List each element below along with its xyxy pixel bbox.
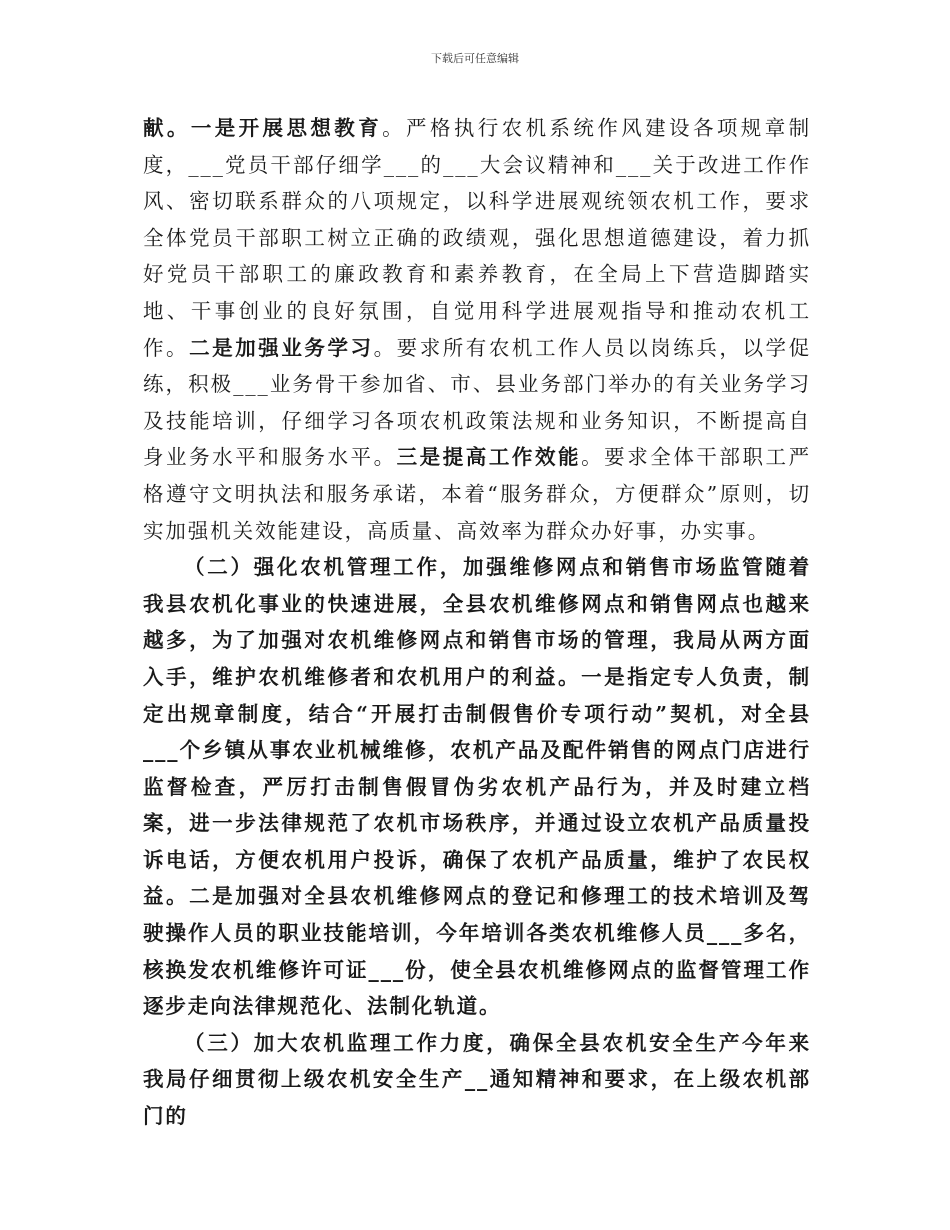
paragraph-section-3: （三）加大农机监理工作力度，确保全县农机安全生产今年来我局仔细贯彻上级农机安全生产__通知精神和要求，在上级农机部门的 [143,1030,811,1129]
heading-business-study: 二是加强业务学习 [189,335,374,360]
paragraph-1-lead-bold: 献。 [143,116,191,140]
document-body [143,110,811,1135]
paragraph-1-text-b: 。要求所有农机工作人员以岗练兵，以学促练，积极___业务骨干参加省、市、县业务部门举办的有关业务学习及技能培训，仔细学习各项农机政策法规和业务知识，不断提高自身业务水平和服务水平。 [143,335,811,470]
heading-work-efficiency: 三是提高工作效能 [396,445,582,470]
heading-thought-education: 一是开展思想教育 [190,116,383,140]
paragraph-1-text-c: 。要求全体干部职工严格遵守文明执法和服务承诺，本着“服务群众，方便群众”原则，切实加强机关效能建设，高质量、高效率为群众办好事，办实事。 [143,445,812,543]
page-header: 下载后可任意编辑 [431,52,519,65]
paragraph-section-2: （二）强化农机管理工作，加强维修网点和销售市场监管随着我县农机化事业的快速进展，全县农机维修网点和销售网点也越来越多，为了加强对农机维修网点和销售市场的管理，我局从两方面入手，维护农机维修者和农机用户的利益。一是指定专人负责，制定出规章制度，结合“开展打击制假售价专项行动”契机，对全县___个乡镇从事农业机械维修，农机产品及配件销售的网点门店进行监督检查，严厉打击制售假冒伪劣农机产品行为，并及时建立档案，进一步法律规范了农机市场秩序，并通过设立农机产品质量投诉电话，方便农机用户投诉，确保了农机产品质量，维护了农民权益。二是加强对全县农机维修网点的登记和修理工的技术培训及驾驶操作人员的职业技能培训，今年培训各类农机维修人员___多名，核换发农机维修许可证___份，使全县农机维修网点的监督管理工作逐步走向法律规范化、法制化轨道。 [143,555,811,1019]
paragraph-continuation [143,110,811,549]
paragraph-1-text-a: 。严格执行农机系统作风建设各项规章制度，___党员干部仔细学___的___大会议精神和___关于改进工作作风、密切联系群众的八项规定，以科学进展观统领农机工作，要求全体党员干部职工树立正确的政绩观，强化思想道德建设，着力抓好党员干部职工的廉政教育和素养教育，在全局上下营造脚踏实地、干事创业的良好氛围，自觉用科学进展观指导和推动农机工作。 [143,116,812,360]
